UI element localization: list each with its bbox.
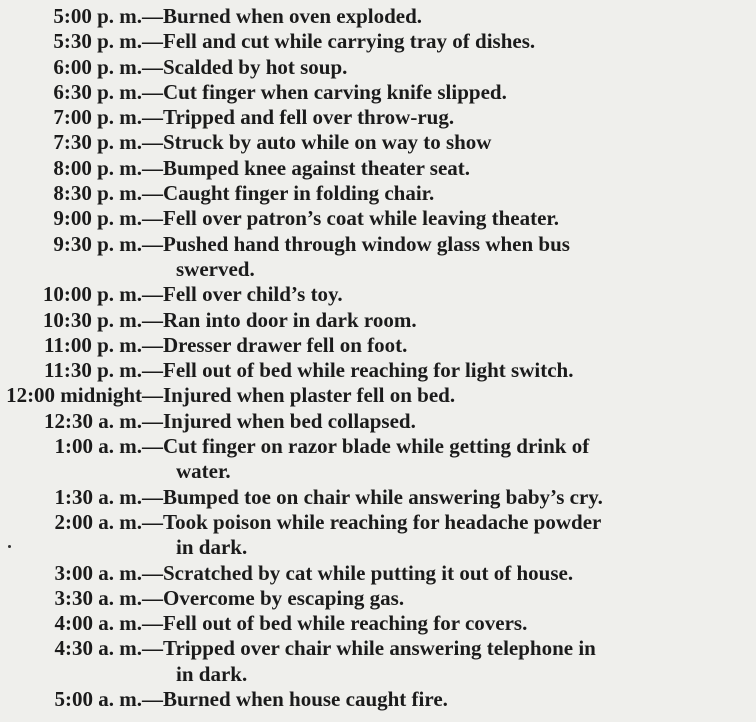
timeline-entry — [0, 282, 756, 307]
entry-time: 1:30 a. m. — [54, 484, 142, 509]
entry-text: —Tripped and fell over throw-rug. — [142, 105, 455, 130]
entry-time: 12:00 midnight — [6, 383, 142, 408]
timeline-entry — [0, 4, 756, 29]
timeline-entry — [0, 308, 756, 333]
entry-time: 7:00 p. m. — [53, 105, 142, 130]
timeline-entry — [0, 105, 756, 130]
timeline-entry — [0, 434, 756, 485]
entry-text: —Scratched by cat while putting it out of house. — [142, 560, 574, 585]
entry-text: —Fell out of bed while reaching for light switch. — [142, 358, 574, 383]
entry-text: —Fell out of bed while reaching for covers. — [142, 611, 528, 636]
entry-text: —Cut finger when carving knife slipped. — [142, 79, 507, 104]
entry-time: 10:00 p. m. — [42, 282, 142, 307]
timeline-entry — [0, 358, 756, 383]
entry-time: 10:30 p. m. — [42, 307, 142, 332]
entry-text: —Bumped toe on chair while answering baby’s cry. — [142, 484, 603, 509]
entry-time: 5:00 p. m. — [53, 4, 142, 28]
entry-continuation: in dark. — [176, 535, 248, 560]
entry-text: —Pushed hand through window glass when bus — [142, 231, 570, 256]
timeline-entry — [0, 561, 756, 586]
entry-time: 4:00 a. m. — [54, 611, 142, 636]
timeline-entry — [0, 206, 756, 231]
timeline-entry — [0, 383, 756, 408]
entry-time: 1:00 a. m. — [54, 434, 142, 459]
entry-text: —Ran into door in dark room. — [142, 307, 417, 332]
entry-time: 9:00 p. m. — [53, 206, 142, 231]
entry-time: 3:30 a. m. — [54, 585, 142, 610]
timeline-entry — [0, 687, 756, 712]
timeline-entry — [0, 409, 756, 434]
entry-time: 5:00 a. m. — [54, 687, 142, 712]
entry-time: 12:30 a. m. — [44, 408, 142, 433]
entry-text: —Fell over patron’s coat while leaving theater. — [142, 206, 560, 231]
timeline-entry — [0, 55, 756, 80]
timeline-entry — [0, 510, 756, 561]
entry-time: 5:30 p. m. — [53, 29, 142, 54]
entry-time: 8:30 p. m. — [53, 181, 142, 206]
timeline-entry — [0, 333, 756, 358]
timeline-entry — [0, 586, 756, 611]
entry-text: —Fell and cut while carrying tray of dishes. — [142, 29, 536, 54]
entry-text: —Fell over child’s toy. — [142, 282, 343, 307]
entry-text: —Injured when plaster fell on bed. — [142, 383, 456, 408]
entry-text: —Injured when bed collapsed. — [142, 408, 416, 433]
entry-text: —Struck by auto while on way to show — [142, 130, 492, 155]
entry-time: 6:00 p. m. — [53, 54, 142, 79]
entry-time: 9:30 p. m. — [53, 231, 142, 256]
entry-text: —Cut finger on razor blade while getting drink of — [142, 434, 590, 459]
entry-text: —Dresser drawer fell on foot. — [142, 332, 408, 357]
entry-text: —Burned when house caught fire. — [142, 687, 448, 712]
entry-continuation: in dark. — [176, 661, 248, 686]
entry-time: 6:30 p. m. — [53, 79, 142, 104]
entry-text: —Overcome by escaping gas. — [142, 585, 405, 610]
entry-text: —Bumped knee against theater seat. — [142, 155, 471, 180]
timeline-entry — [0, 611, 756, 636]
timeline-entry — [0, 80, 756, 105]
entry-time: 11:00 p. m. — [43, 332, 142, 357]
accident-timeline — [0, 4, 756, 712]
entry-time: 8:00 p. m. — [53, 155, 142, 180]
timeline-entry — [0, 232, 756, 283]
timeline-entry — [0, 636, 756, 687]
entry-time: 7:30 p. m. — [53, 130, 142, 155]
entry-time: 3:00 a. m. — [54, 560, 142, 585]
timeline-entry — [0, 485, 756, 510]
timeline-entry — [0, 130, 756, 155]
entry-continuation: water. — [176, 459, 231, 484]
entry-continuation: swerved. — [176, 256, 255, 281]
entry-text: —Took poison while reaching for headache powder — [142, 509, 602, 534]
entry-time: 4:30 a. m. — [54, 636, 142, 661]
entry-text: —Scalded by hot soup. — [142, 54, 348, 79]
entry-text: —Tripped over chair while answering telephone in — [142, 636, 596, 661]
entry-time: 11:30 p. m. — [43, 358, 142, 383]
timeline-entry — [0, 181, 756, 206]
entry-text: —Burned when oven exploded. — [142, 4, 423, 28]
entry-time: 2:00 a. m. — [54, 509, 142, 534]
timeline-entry — [0, 29, 756, 54]
timeline-entry — [0, 156, 756, 181]
entry-text: —Caught finger in folding chair. — [142, 181, 435, 206]
